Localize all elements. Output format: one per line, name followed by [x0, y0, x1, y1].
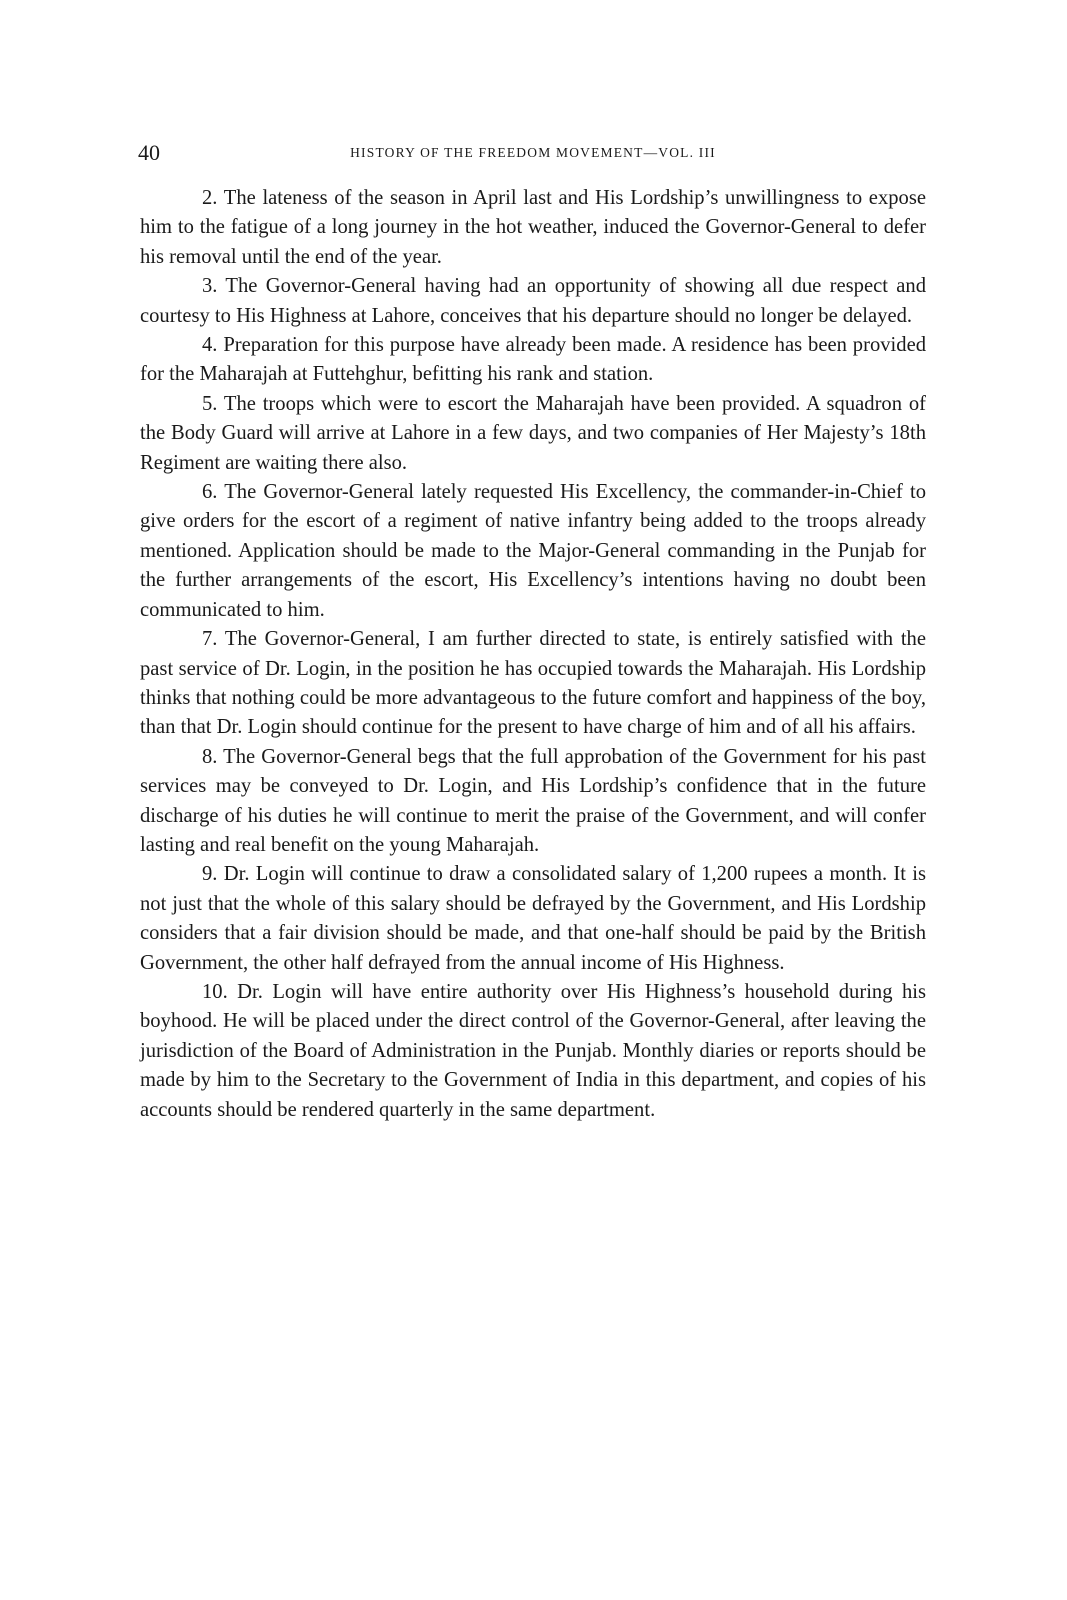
- body-text: [140, 184, 926, 1125]
- paragraph-9: 9. Dr. Login will continue to draw a consolidated salary of 1,200 rupees a month. It is not just that the whole of this salary should be defrayed by the Government, and His Lordship considers that a fair division should be made, and that one-half should be paid by the British Government, the other half defrayed from the annual income of His Highness.: [140, 863, 926, 974]
- paragraph-10: 10. Dr. Login will have entire authority over His Highness’s household during his boyhood. He will be placed under the direct control of the Governor-General, after leaving the jurisdiction of the Board of Administration in the Punjab. Monthly diaries or reports should be made by him to the Secretary to the Government of India in this department, and copies of his accounts should be rendered quarterly in the same department.: [140, 980, 926, 1121]
- running-head: HISTORY OF THE FREEDOM MOVEMENT—VOL. III: [350, 145, 716, 160]
- paragraph-2: 2. The lateness of the season in April last and His Lordship’s unwillingness to expose him to the fatigue of a long journey in the hot weather, induced the Governor-General to defer his removal until the end of the year.: [140, 187, 926, 268]
- paragraph-3: 3. The Governor-General having had an opportunity of showing all due respect and courtesy to His Highness at Lahore, conceives that his departure should no longer be delayed.: [140, 275, 926, 327]
- paragraph-7: 7. The Governor-General, I am further directed to state, is entirely satisfied with the past service of Dr. Login, in the position he has occupied towards the Maharajah. His Lordship thinks that nothing could be more advantageous to the future comfort and happiness of the boy, than that Dr. Login should continue for the present to have charge of him and of all his affairs.: [140, 628, 926, 739]
- paragraph-5: 5. The troops which were to escort the Maharajah have been provided. A squadron of the Body Guard will arrive at Lahore in a few days, and two companies of Her Majesty’s 18th Regiment are waiting there also.: [140, 392, 926, 474]
- page-header: [138, 140, 928, 170]
- paragraph-4: 4. Preparation for this purpose have already been made. A residence has been provided for the Maharajah at Futtehghur, befitting his rank and station.: [140, 334, 926, 386]
- paragraph-6: 6. The Governor-General lately requested His Excellency, the commander-in-Chief to give orders for the escort of a regiment of native infantry being added to the troops already mentioned. Application should be made to the Major-General commanding in the Punjab for the further arrangements of the escort, His Excellency’s intentions having no doubt been communicated to him.: [140, 481, 926, 621]
- page-number: 40: [138, 140, 160, 165]
- paragraph-8: 8. The Governor-General begs that the full approbation of the Government for his past services may be conveyed to Dr. Login, and His Lordship’s confidence that in the future discharge of his duties he will continue to merit the praise of the Government, and will confer lasting and real benefit on the young Maharajah.: [140, 745, 926, 856]
